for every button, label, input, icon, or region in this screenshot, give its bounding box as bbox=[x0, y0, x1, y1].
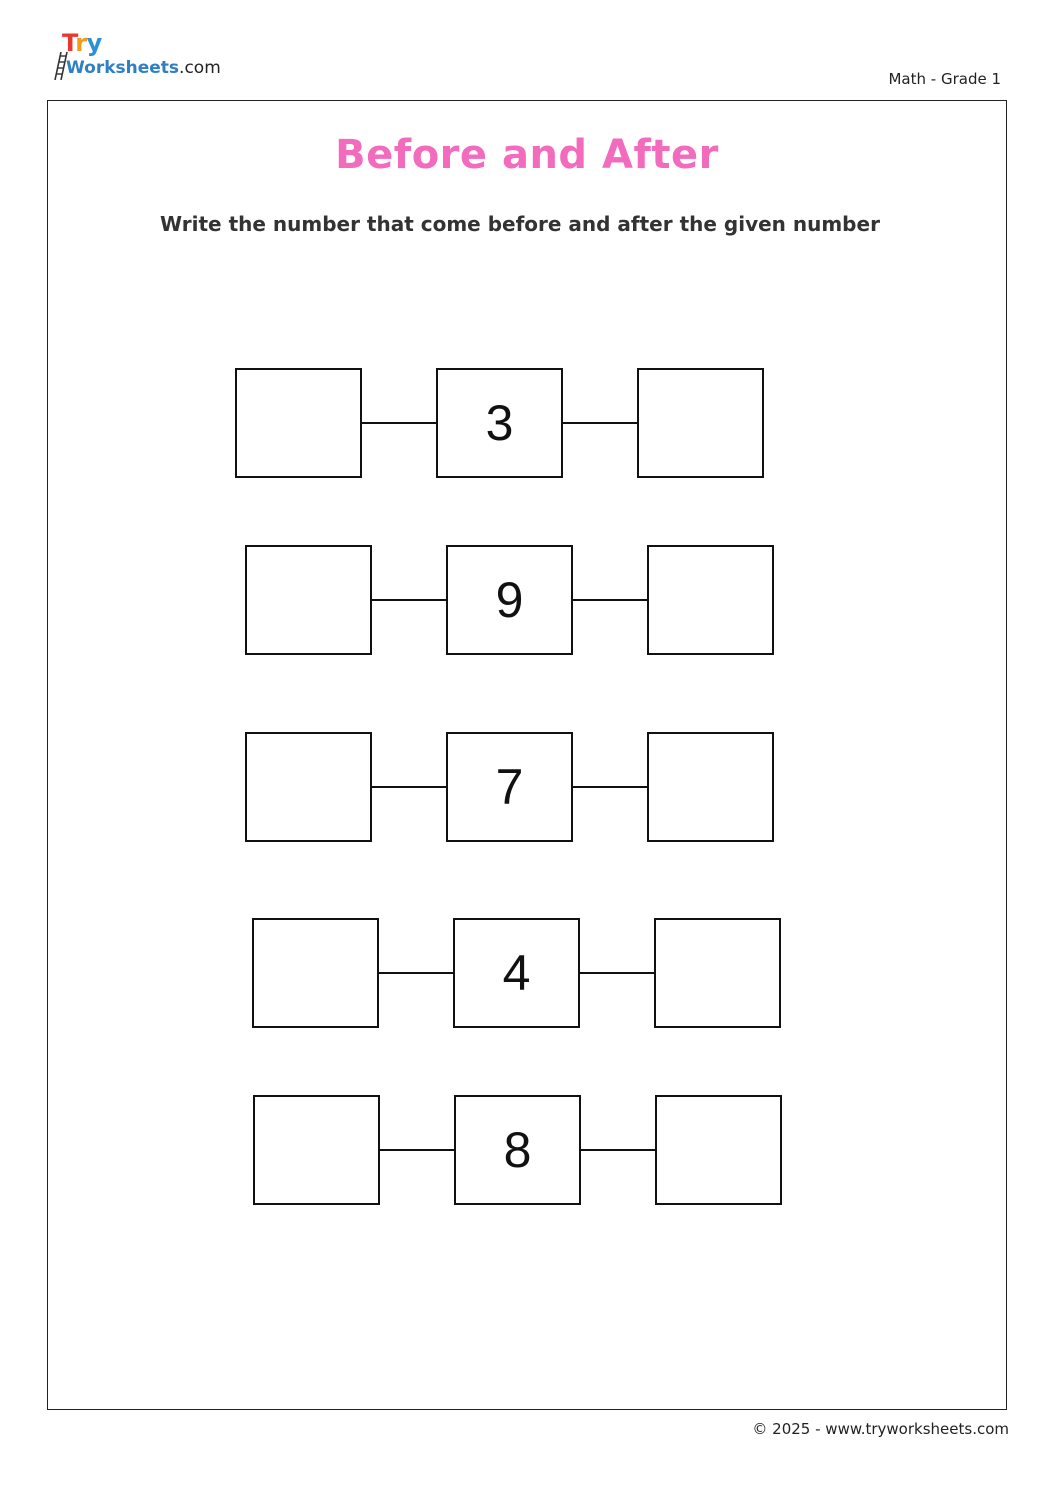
instructions-text: Write the number that come before and after the given number bbox=[160, 212, 880, 236]
given-number-box bbox=[454, 1095, 581, 1205]
subject-label: Math - Grade 1 bbox=[888, 70, 1001, 88]
given-number-box bbox=[446, 732, 573, 842]
given-number: 7 bbox=[495, 759, 524, 815]
connector-line bbox=[362, 422, 436, 424]
given-number: 4 bbox=[502, 945, 531, 1001]
connector-line bbox=[379, 972, 453, 974]
given-number: 3 bbox=[485, 395, 514, 451]
connector-line bbox=[580, 972, 654, 974]
problem-row bbox=[252, 918, 783, 1028]
connector-line bbox=[380, 1149, 454, 1151]
connector-line bbox=[573, 786, 647, 788]
problem-row bbox=[253, 1095, 784, 1205]
given-number-box bbox=[453, 918, 580, 1028]
site-logo[interactable] bbox=[52, 30, 227, 80]
before-answer-box[interactable] bbox=[245, 545, 372, 655]
before-answer-box[interactable] bbox=[253, 1095, 380, 1205]
given-number-box bbox=[436, 368, 563, 478]
after-answer-box[interactable] bbox=[647, 545, 774, 655]
given-number: 9 bbox=[495, 572, 524, 628]
after-answer-box[interactable] bbox=[637, 368, 764, 478]
given-number-box bbox=[446, 545, 573, 655]
after-answer-box[interactable] bbox=[654, 918, 781, 1028]
connector-line bbox=[563, 422, 637, 424]
connector-line bbox=[372, 599, 446, 601]
connector-line bbox=[573, 599, 647, 601]
after-answer-box[interactable] bbox=[655, 1095, 782, 1205]
before-answer-box[interactable] bbox=[245, 732, 372, 842]
after-answer-box[interactable] bbox=[647, 732, 774, 842]
problem-row bbox=[235, 368, 766, 478]
before-answer-box[interactable] bbox=[252, 918, 379, 1028]
problem-row bbox=[245, 732, 776, 842]
logo-try-text: Try bbox=[62, 29, 102, 57]
before-answer-box[interactable] bbox=[235, 368, 362, 478]
connector-line bbox=[372, 786, 446, 788]
page-title: Before and After bbox=[335, 132, 719, 178]
footer-copyright[interactable]: © 2025 - www.tryworksheets.com bbox=[752, 1420, 1009, 1438]
problem-row bbox=[245, 545, 776, 655]
logo-worksheets-text: Worksheets.com bbox=[66, 58, 221, 78]
connector-line bbox=[581, 1149, 655, 1151]
given-number: 8 bbox=[503, 1122, 532, 1178]
